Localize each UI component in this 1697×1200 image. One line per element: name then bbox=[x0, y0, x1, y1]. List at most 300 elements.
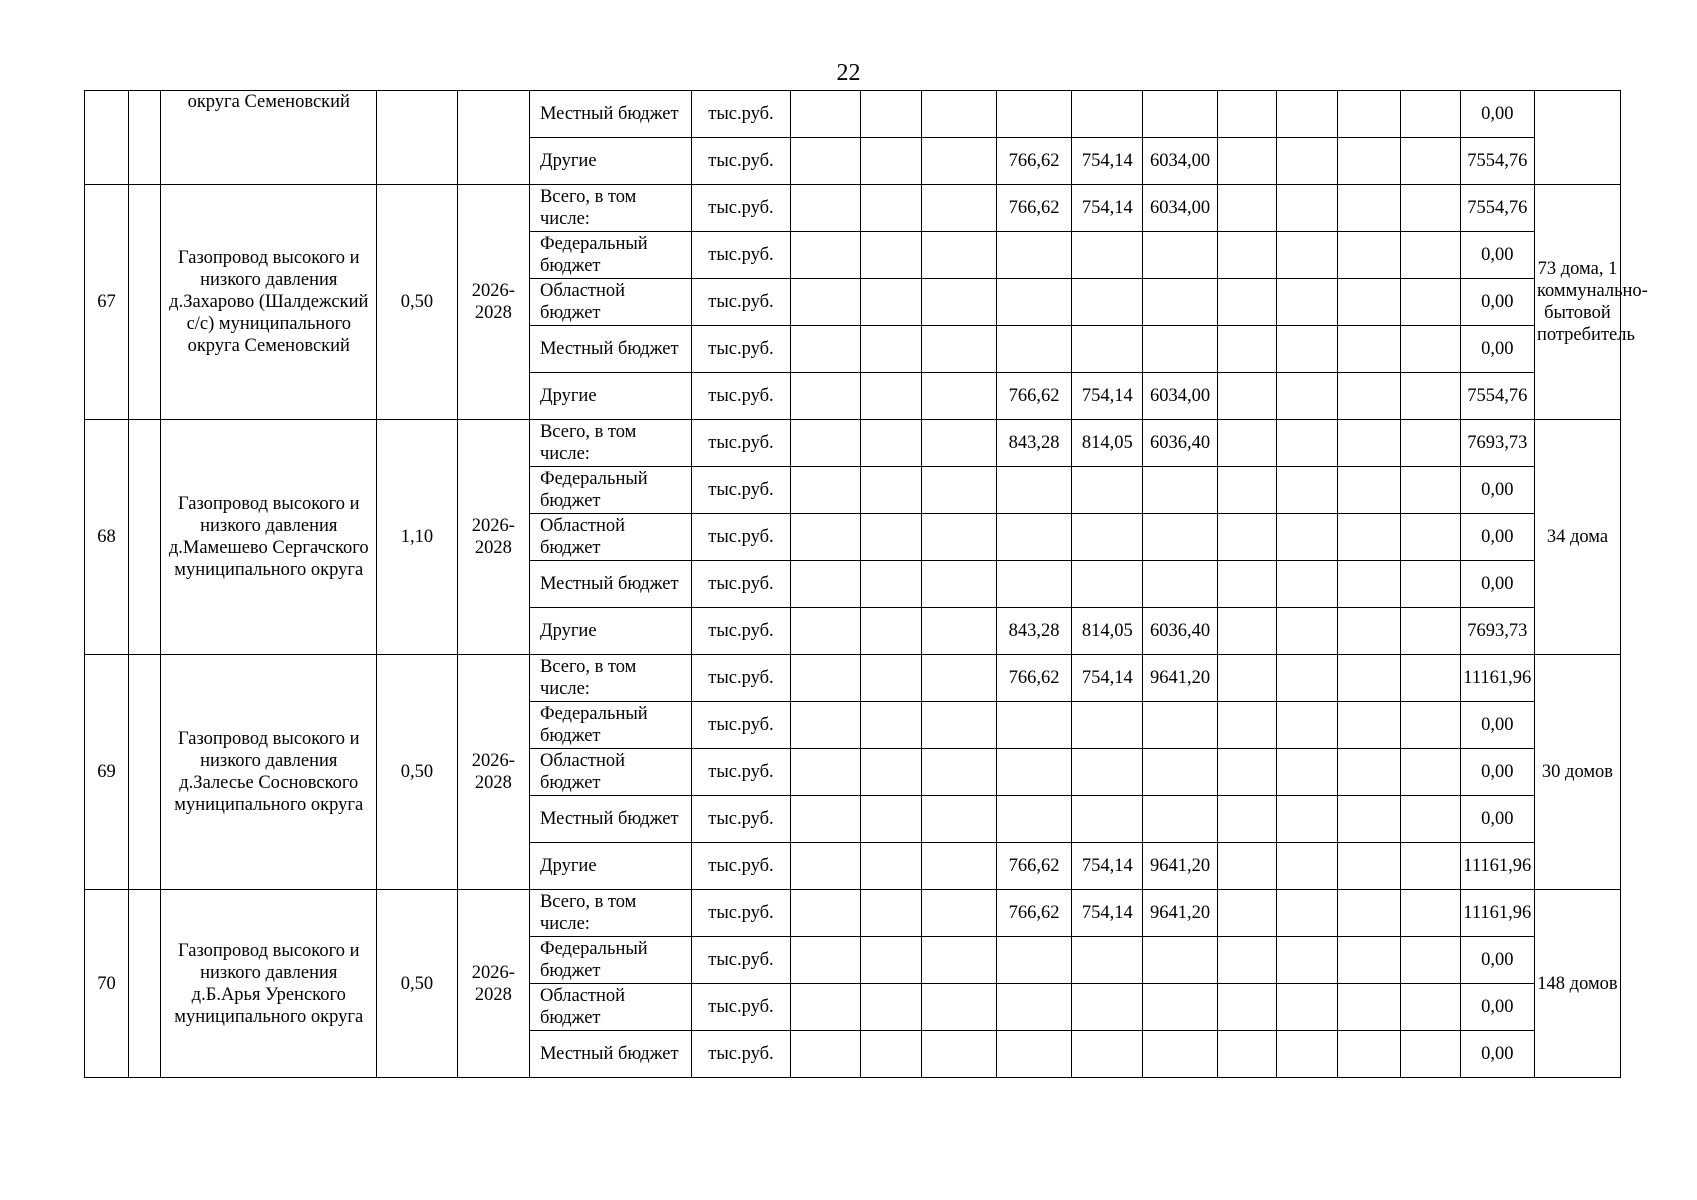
empty-cell bbox=[921, 514, 996, 561]
empty-cell bbox=[921, 279, 996, 326]
empty-cell bbox=[790, 373, 860, 420]
year-2026-value bbox=[996, 984, 1071, 1031]
empty-cell bbox=[860, 937, 921, 984]
total-value: 0,00 bbox=[1460, 561, 1534, 608]
funding-source: Всего, в том числе: bbox=[529, 185, 691, 232]
funding-source: Местный бюджет bbox=[529, 561, 691, 608]
year-2027-value bbox=[1072, 984, 1143, 1031]
empty-cell bbox=[1217, 608, 1277, 655]
year-2027-value: 754,14 bbox=[1072, 185, 1143, 232]
empty-cell bbox=[790, 937, 860, 984]
object-name: округа Семеновский bbox=[161, 91, 377, 185]
empty-cell bbox=[1338, 138, 1401, 185]
empty-cell bbox=[1217, 185, 1277, 232]
empty-cell bbox=[921, 138, 996, 185]
empty-cell bbox=[1400, 326, 1460, 373]
empty-cell bbox=[1400, 843, 1460, 890]
year-2027-value bbox=[1072, 796, 1143, 843]
empty-cell bbox=[860, 702, 921, 749]
empty-cell bbox=[790, 984, 860, 1031]
length-km: 0,50 bbox=[377, 655, 458, 890]
year-2028-value bbox=[1143, 702, 1217, 749]
unit-cell: тыс.руб. bbox=[692, 279, 790, 326]
year-2027-value: 754,14 bbox=[1072, 890, 1143, 937]
funding-source: Федеральный бюджет bbox=[529, 702, 691, 749]
empty-cell bbox=[1338, 420, 1401, 467]
year-2026-value bbox=[996, 514, 1071, 561]
year-2027-value bbox=[1072, 467, 1143, 514]
empty-cell bbox=[1217, 749, 1277, 796]
empty-cell bbox=[1400, 796, 1460, 843]
empty-cell bbox=[790, 702, 860, 749]
unit-cell: тыс.руб. bbox=[692, 185, 790, 232]
year-2027-value bbox=[1072, 937, 1143, 984]
empty-cell bbox=[790, 608, 860, 655]
empty-cell bbox=[860, 326, 921, 373]
total-value: 0,00 bbox=[1460, 984, 1534, 1031]
year-2026-value bbox=[996, 561, 1071, 608]
funding-source: Всего, в том числе: bbox=[529, 655, 691, 702]
year-2028-value: 9641,20 bbox=[1143, 843, 1217, 890]
year-2028-value bbox=[1143, 91, 1217, 138]
row-number-cell bbox=[85, 91, 129, 185]
empty-cell bbox=[1338, 890, 1401, 937]
empty-cell bbox=[921, 655, 996, 702]
empty-cell bbox=[860, 655, 921, 702]
year-2028-value bbox=[1143, 984, 1217, 1031]
empty-cell bbox=[1277, 937, 1338, 984]
year-2028-value bbox=[1143, 514, 1217, 561]
empty-cell bbox=[921, 796, 996, 843]
empty-cell bbox=[1400, 749, 1460, 796]
year-2028-value bbox=[1143, 937, 1217, 984]
funding-source: Всего, в том числе: bbox=[529, 890, 691, 937]
funding-source: Другие bbox=[529, 373, 691, 420]
year-2026-value: 766,62 bbox=[996, 655, 1071, 702]
year-2026-value bbox=[996, 279, 1071, 326]
empty-cell bbox=[1277, 843, 1338, 890]
year-2028-value: 9641,20 bbox=[1143, 890, 1217, 937]
table-row bbox=[85, 420, 1621, 467]
empty-cell bbox=[1338, 561, 1401, 608]
year-2027-value bbox=[1072, 561, 1143, 608]
empty-cell bbox=[790, 138, 860, 185]
empty-cell bbox=[1217, 138, 1277, 185]
period: 2026-2028 bbox=[457, 420, 529, 655]
empty-cell bbox=[860, 232, 921, 279]
total-value: 0,00 bbox=[1460, 279, 1534, 326]
empty-cell bbox=[921, 232, 996, 279]
unit-cell: тыс.руб. bbox=[692, 843, 790, 890]
unit-cell: тыс.руб. bbox=[692, 467, 790, 514]
unit-cell: тыс.руб. bbox=[692, 890, 790, 937]
empty-cell bbox=[1277, 326, 1338, 373]
empty-cell bbox=[1338, 843, 1401, 890]
empty-cell bbox=[921, 843, 996, 890]
year-2028-value bbox=[1143, 1031, 1217, 1078]
length-km: 1,10 bbox=[377, 420, 458, 655]
year-2026-value: 766,62 bbox=[996, 138, 1071, 185]
empty-cell bbox=[1277, 467, 1338, 514]
empty-cell bbox=[1338, 608, 1401, 655]
funding-source: Местный бюджет bbox=[529, 796, 691, 843]
unit-cell: тыс.руб. bbox=[692, 702, 790, 749]
empty-cell bbox=[1400, 702, 1460, 749]
expected-result: 34 дома bbox=[1534, 420, 1620, 655]
empty-cell bbox=[1217, 655, 1277, 702]
empty-cell bbox=[1217, 232, 1277, 279]
row-number: 69 bbox=[85, 655, 129, 890]
year-2026-value: 766,62 bbox=[996, 373, 1071, 420]
empty-cell bbox=[1277, 138, 1338, 185]
unit-cell: тыс.руб. bbox=[692, 138, 790, 185]
empty-cell bbox=[1277, 608, 1338, 655]
empty-cell bbox=[790, 279, 860, 326]
year-2027-value bbox=[1072, 279, 1143, 326]
empty-cell bbox=[860, 138, 921, 185]
empty-cell bbox=[1400, 890, 1460, 937]
empty-cell bbox=[921, 749, 996, 796]
empty-cell bbox=[1277, 796, 1338, 843]
empty-cell bbox=[1338, 1031, 1401, 1078]
funding-source: Областной бюджет bbox=[529, 749, 691, 796]
empty-cell bbox=[1217, 326, 1277, 373]
empty-cell bbox=[1400, 608, 1460, 655]
year-2027-value bbox=[1072, 749, 1143, 796]
empty-cell bbox=[1277, 373, 1338, 420]
empty-cell bbox=[1277, 890, 1338, 937]
empty-cell bbox=[1338, 373, 1401, 420]
empty-cell bbox=[790, 843, 860, 890]
object-name: Газопровод высокого и низкого давления д.Захарово (Шалдежский с/с) муниципального округа Семеновский bbox=[161, 185, 377, 420]
year-2026-value bbox=[996, 749, 1071, 796]
funding-table bbox=[84, 90, 1648, 1078]
length-km: 0,50 bbox=[377, 890, 458, 1078]
funding-source: Областной бюджет bbox=[529, 279, 691, 326]
table-row bbox=[85, 185, 1621, 232]
empty-cell bbox=[1400, 655, 1460, 702]
empty-cell bbox=[1217, 937, 1277, 984]
year-2027-value: 814,05 bbox=[1072, 420, 1143, 467]
empty-cell bbox=[860, 373, 921, 420]
year-2027-value bbox=[1072, 1031, 1143, 1078]
total-value: 0,00 bbox=[1460, 937, 1534, 984]
empty-cell bbox=[1217, 420, 1277, 467]
funding-source: Местный бюджет bbox=[529, 326, 691, 373]
total-value: 7693,73 bbox=[1460, 608, 1534, 655]
empty-cell bbox=[1338, 796, 1401, 843]
year-2026-value: 766,62 bbox=[996, 843, 1071, 890]
funding-source: Областной бюджет bbox=[529, 514, 691, 561]
empty-cell bbox=[1400, 232, 1460, 279]
year-2028-value: 9641,20 bbox=[1143, 655, 1217, 702]
unit-cell: тыс.руб. bbox=[692, 91, 790, 138]
length-km: 0,50 bbox=[377, 185, 458, 420]
result-cell bbox=[1534, 91, 1620, 185]
empty-cell bbox=[860, 91, 921, 138]
empty-cell bbox=[790, 467, 860, 514]
total-value: 0,00 bbox=[1460, 1031, 1534, 1078]
empty-cell bbox=[1338, 279, 1401, 326]
empty-cell bbox=[1277, 655, 1338, 702]
empty-cell bbox=[1217, 279, 1277, 326]
empty-cell bbox=[790, 326, 860, 373]
empty-cell bbox=[1338, 655, 1401, 702]
year-2028-value: 6036,40 bbox=[1143, 420, 1217, 467]
empty-cell bbox=[921, 373, 996, 420]
period: 2026-2028 bbox=[457, 185, 529, 420]
total-value: 11161,96 bbox=[1460, 843, 1534, 890]
year-2026-value: 843,28 bbox=[996, 420, 1071, 467]
empty-cell bbox=[1277, 561, 1338, 608]
empty-cell bbox=[921, 1031, 996, 1078]
unit-cell: тыс.руб. bbox=[692, 420, 790, 467]
length-cell bbox=[377, 91, 458, 185]
empty-cell bbox=[1400, 138, 1460, 185]
period: 2026-2028 bbox=[457, 655, 529, 890]
empty-cell bbox=[1338, 749, 1401, 796]
funding-source: Федеральный бюджет bbox=[529, 232, 691, 279]
empty-cell bbox=[860, 796, 921, 843]
empty-cell bbox=[921, 608, 996, 655]
period: 2026-2028 bbox=[457, 890, 529, 1078]
funding-source: Федеральный бюджет bbox=[529, 467, 691, 514]
table-row bbox=[85, 655, 1621, 702]
empty-cell bbox=[1277, 702, 1338, 749]
year-2026-value bbox=[996, 702, 1071, 749]
year-2026-value bbox=[996, 1031, 1071, 1078]
empty-cell bbox=[860, 608, 921, 655]
empty-cell bbox=[921, 91, 996, 138]
empty-cell bbox=[1338, 91, 1401, 138]
total-value: 7554,76 bbox=[1460, 138, 1534, 185]
year-2026-value: 843,28 bbox=[996, 608, 1071, 655]
empty-cell bbox=[1400, 373, 1460, 420]
empty-cell bbox=[1277, 91, 1338, 138]
empty-cell bbox=[790, 232, 860, 279]
empty-cell bbox=[1277, 749, 1338, 796]
object-name: Газопровод высокого и низкого давления д.Мамешево Сергачского муниципального округа bbox=[161, 420, 377, 655]
empty-cell bbox=[1338, 326, 1401, 373]
empty-cell bbox=[1400, 185, 1460, 232]
empty-cell bbox=[790, 890, 860, 937]
unit-cell: тыс.руб. bbox=[692, 655, 790, 702]
empty-cell bbox=[128, 890, 160, 1078]
empty-cell bbox=[921, 702, 996, 749]
empty-cell bbox=[790, 655, 860, 702]
table-row bbox=[85, 91, 1621, 138]
year-2028-value bbox=[1143, 796, 1217, 843]
year-2027-value bbox=[1072, 326, 1143, 373]
year-2026-value bbox=[996, 796, 1071, 843]
total-value: 0,00 bbox=[1460, 232, 1534, 279]
table-body bbox=[85, 91, 1648, 1078]
year-2027-value: 754,14 bbox=[1072, 843, 1143, 890]
unit-cell: тыс.руб. bbox=[692, 373, 790, 420]
unit-cell: тыс.руб. bbox=[692, 561, 790, 608]
unit-cell: тыс.руб. bbox=[692, 937, 790, 984]
empty-cell bbox=[128, 420, 160, 655]
empty-cell bbox=[128, 91, 160, 185]
funding-source: Всего, в том числе: bbox=[529, 420, 691, 467]
year-2028-value bbox=[1143, 326, 1217, 373]
year-2028-value bbox=[1143, 279, 1217, 326]
funding-source: Местный бюджет bbox=[529, 1031, 691, 1078]
empty-cell bbox=[1217, 890, 1277, 937]
funding-source: Другие bbox=[529, 138, 691, 185]
empty-cell bbox=[128, 655, 160, 890]
empty-cell bbox=[860, 561, 921, 608]
empty-cell bbox=[1217, 561, 1277, 608]
empty-cell bbox=[1338, 937, 1401, 984]
year-2026-value: 766,62 bbox=[996, 890, 1071, 937]
unit-cell: тыс.руб. bbox=[692, 326, 790, 373]
empty-cell bbox=[921, 326, 996, 373]
empty-cell bbox=[921, 984, 996, 1031]
year-2027-value: 754,14 bbox=[1072, 655, 1143, 702]
empty-cell bbox=[1338, 514, 1401, 561]
empty-cell bbox=[860, 514, 921, 561]
total-value: 0,00 bbox=[1460, 702, 1534, 749]
empty-cell bbox=[790, 561, 860, 608]
empty-cell bbox=[790, 420, 860, 467]
empty-cell bbox=[1277, 1031, 1338, 1078]
unit-cell: тыс.руб. bbox=[692, 608, 790, 655]
empty-cell bbox=[1217, 843, 1277, 890]
row-number: 68 bbox=[85, 420, 129, 655]
empty-cell bbox=[1277, 279, 1338, 326]
row-number: 67 bbox=[85, 185, 129, 420]
unit-cell: тыс.руб. bbox=[692, 1031, 790, 1078]
empty-cell bbox=[1400, 420, 1460, 467]
total-value: 7554,76 bbox=[1460, 185, 1534, 232]
empty-cell bbox=[860, 749, 921, 796]
total-value: 11161,96 bbox=[1460, 890, 1534, 937]
empty-cell bbox=[860, 279, 921, 326]
empty-cell bbox=[1217, 91, 1277, 138]
total-value: 0,00 bbox=[1460, 326, 1534, 373]
year-2027-value bbox=[1072, 514, 1143, 561]
empty-cell bbox=[1217, 514, 1277, 561]
year-2027-value: 754,14 bbox=[1072, 138, 1143, 185]
unit-cell: тыс.руб. bbox=[692, 749, 790, 796]
funding-source: Местный бюджет bbox=[529, 91, 691, 138]
empty-cell bbox=[860, 185, 921, 232]
funding-source: Другие bbox=[529, 608, 691, 655]
total-value: 7693,73 bbox=[1460, 420, 1534, 467]
empty-cell bbox=[1400, 91, 1460, 138]
year-2027-value bbox=[1072, 702, 1143, 749]
empty-cell bbox=[1217, 467, 1277, 514]
year-2028-value: 6034,00 bbox=[1143, 185, 1217, 232]
empty-cell bbox=[921, 185, 996, 232]
empty-cell bbox=[1400, 279, 1460, 326]
year-2027-value bbox=[1072, 232, 1143, 279]
unit-cell: тыс.руб. bbox=[692, 796, 790, 843]
empty-cell bbox=[1277, 514, 1338, 561]
empty-cell bbox=[790, 796, 860, 843]
period-cell bbox=[457, 91, 529, 185]
empty-cell bbox=[1400, 1031, 1460, 1078]
empty-cell bbox=[860, 843, 921, 890]
empty-cell bbox=[1217, 1031, 1277, 1078]
empty-cell bbox=[921, 937, 996, 984]
total-value: 11161,96 bbox=[1460, 655, 1534, 702]
empty-cell bbox=[790, 1031, 860, 1078]
year-2027-value bbox=[1072, 91, 1143, 138]
empty-cell bbox=[790, 91, 860, 138]
empty-cell bbox=[1338, 702, 1401, 749]
empty-cell bbox=[790, 749, 860, 796]
object-name: Газопровод высокого и низкого давления д.Б.Арья Уренского муниципального округа bbox=[161, 890, 377, 1078]
page-number: 22 bbox=[836, 60, 861, 86]
empty-cell bbox=[860, 1031, 921, 1078]
empty-cell bbox=[1277, 984, 1338, 1031]
year-2028-value bbox=[1143, 467, 1217, 514]
year-2026-value bbox=[996, 937, 1071, 984]
empty-cell bbox=[1338, 185, 1401, 232]
year-2028-value: 6034,00 bbox=[1143, 138, 1217, 185]
year-2027-value: 814,05 bbox=[1072, 608, 1143, 655]
table-row bbox=[85, 890, 1621, 937]
empty-cell bbox=[860, 890, 921, 937]
total-value: 0,00 bbox=[1460, 91, 1534, 138]
object-name: Газопровод высокого и низкого давления д.Залесье Сосновского муниципального округа bbox=[161, 655, 377, 890]
total-value: 7554,76 bbox=[1460, 373, 1534, 420]
empty-cell bbox=[921, 467, 996, 514]
empty-cell bbox=[1400, 984, 1460, 1031]
empty-cell bbox=[1400, 937, 1460, 984]
total-value: 0,00 bbox=[1460, 467, 1534, 514]
unit-cell: тыс.руб. bbox=[692, 514, 790, 561]
total-value: 0,00 bbox=[1460, 749, 1534, 796]
year-2028-value: 6034,00 bbox=[1143, 373, 1217, 420]
year-2026-value bbox=[996, 326, 1071, 373]
empty-cell bbox=[1277, 232, 1338, 279]
expected-result: 73 дома, 1 коммунально-бытовой потребитель bbox=[1534, 185, 1620, 420]
year-2026-value: 766,62 bbox=[996, 185, 1071, 232]
empty-cell bbox=[1338, 984, 1401, 1031]
empty-cell bbox=[1217, 796, 1277, 843]
expected-result: 30 домов bbox=[1534, 655, 1620, 890]
empty-cell bbox=[860, 420, 921, 467]
year-2028-value bbox=[1143, 749, 1217, 796]
expected-result: 148 домов bbox=[1534, 890, 1620, 1078]
empty-cell bbox=[790, 514, 860, 561]
empty-cell bbox=[1217, 984, 1277, 1031]
year-2026-value bbox=[996, 91, 1071, 138]
row-number: 70 bbox=[85, 890, 129, 1078]
year-2026-value bbox=[996, 232, 1071, 279]
funding-source: Другие bbox=[529, 843, 691, 890]
empty-cell bbox=[1400, 514, 1460, 561]
empty-cell bbox=[128, 185, 160, 420]
total-value: 0,00 bbox=[1460, 514, 1534, 561]
empty-cell bbox=[1217, 702, 1277, 749]
empty-cell bbox=[921, 420, 996, 467]
year-2028-value bbox=[1143, 232, 1217, 279]
year-2028-value bbox=[1143, 561, 1217, 608]
unit-cell: тыс.руб. bbox=[692, 232, 790, 279]
empty-cell bbox=[1277, 420, 1338, 467]
empty-cell bbox=[860, 984, 921, 1031]
year-2027-value: 754,14 bbox=[1072, 373, 1143, 420]
year-2028-value: 6036,40 bbox=[1143, 608, 1217, 655]
empty-cell bbox=[790, 185, 860, 232]
funding-source: Федеральный бюджет bbox=[529, 937, 691, 984]
empty-cell bbox=[1277, 185, 1338, 232]
empty-cell bbox=[1338, 467, 1401, 514]
